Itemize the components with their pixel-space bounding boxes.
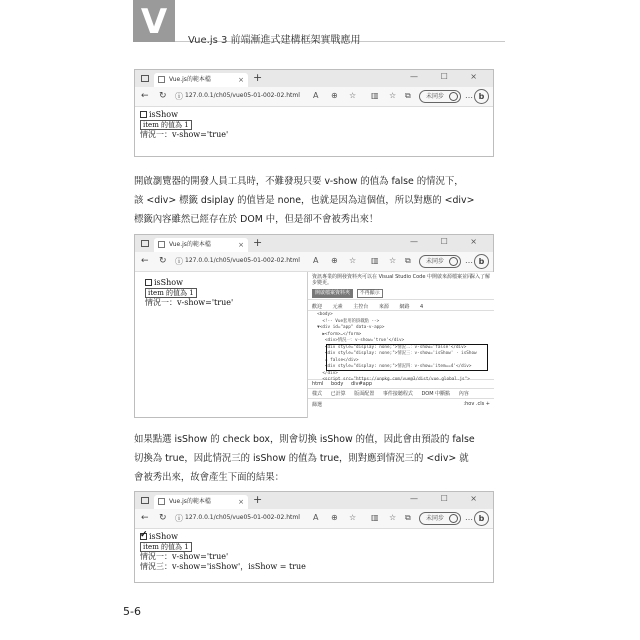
tab-bar — [135, 235, 493, 252]
info-icon[interactable]: ⓘ — [175, 92, 183, 101]
chapter-logo — [133, 0, 175, 42]
code-line[interactable]: ▼<div id="app" data-v-app> — [312, 325, 385, 330]
avatar-icon — [449, 514, 458, 523]
close-icon[interactable]: × — [238, 76, 244, 84]
page-icon — [158, 76, 165, 83]
window-menu-icon[interactable] — [141, 75, 149, 82]
isshow-checkbox[interactable] — [145, 279, 152, 286]
highlight-box — [326, 344, 488, 371]
new-tab-button[interactable]: + — [253, 493, 263, 506]
notice-text: 步變更。 — [312, 280, 333, 286]
notice-text: 資訊專業的開發資料夾可以在 Visual Studio Code 中開啟來源檔案並同 — [312, 274, 473, 280]
browser-screenshot-3 — [134, 491, 494, 583]
window-controls[interactable]: — ☐ × — [410, 494, 487, 503]
dont-show-button[interactable]: 不再顯示 — [357, 289, 383, 298]
checkbox-label: isShow — [149, 110, 178, 119]
devtools-notice — [308, 272, 494, 288]
profile-label: 未同步 — [426, 258, 445, 265]
case-line-1: 情況一：v-show='true' — [140, 130, 229, 139]
favorites-icon[interactable]: ☆ — [389, 256, 397, 265]
avatar-icon — [449, 92, 458, 101]
styles-tab[interactable]: 內容 — [458, 391, 469, 397]
split-screen-icon[interactable]: ▥ — [371, 91, 379, 100]
issues-badge[interactable]: 4 — [420, 304, 424, 310]
page-icon — [158, 241, 165, 248]
zoom-icon[interactable]: ⊕ — [331, 91, 338, 100]
devtools-tab[interactable]: 主控台 — [353, 304, 369, 310]
zoom-icon[interactable]: ⊕ — [331, 256, 338, 265]
styles-tabs — [308, 388, 494, 398]
window-controls[interactable]: — ☐ × — [410, 237, 487, 246]
tab-title: Vue.js的範本檔 — [169, 76, 211, 83]
devtools-tab[interactable]: 網路 — [399, 304, 410, 310]
profile-button[interactable] — [419, 512, 461, 525]
case-line-1: 情況一：v-show='true' — [145, 298, 234, 307]
avatar-icon — [449, 257, 458, 266]
page-content — [140, 275, 238, 311]
devtools-tab[interactable]: 元素 — [332, 304, 343, 310]
paragraph-line: 如果點選 isShow 的 check box，則會切換 isShow 的值，因此會由預設的 false — [134, 434, 475, 445]
page-content — [135, 107, 493, 143]
styles-tab[interactable]: 事件接聽程式 — [382, 391, 413, 397]
new-tab-button[interactable]: + — [253, 71, 263, 84]
logo-letter: V — [140, 2, 168, 42]
profile-button[interactable] — [419, 255, 461, 268]
url-text[interactable]: 127.0.0.1/ch05/vue05-01-002-02.html — [185, 514, 300, 521]
favorite-icon[interactable]: ☆ — [349, 91, 357, 100]
copilot-icon[interactable]: b — [474, 89, 489, 104]
code-line[interactable]: </div> — [312, 370, 338, 376]
code-line[interactable]: <script src="https://unpkg.com/vue@3/dist/vue.global.js"> — [312, 377, 470, 382]
code-line: <!-- Vue套用的掛載點 --> — [312, 318, 380, 324]
crumb[interactable]: html — [312, 381, 324, 387]
back-arrow-icon[interactable]: ← — [141, 513, 149, 523]
split-screen-icon[interactable]: ▥ — [371, 513, 379, 522]
tab-title: Vue.js的範本檔 — [169, 241, 211, 248]
tab-bar — [135, 70, 493, 87]
open-folder-button[interactable]: 開啟檔案資料夾 — [312, 289, 353, 298]
code-line: <body> — [312, 312, 333, 317]
paragraph-line: 標籤內容雖然已經存在於 DOM 中，但是卻不會被秀出來！ — [134, 214, 379, 225]
address-bar — [135, 252, 493, 272]
styles-tab[interactable]: 版面配置 — [354, 391, 375, 397]
devtools-panel — [307, 272, 494, 418]
code-line[interactable]: ▶<form>…</form> — [312, 331, 362, 337]
more-icon[interactable]: … — [465, 513, 473, 522]
collections-icon[interactable]: ⧉ — [405, 256, 411, 265]
profile-label: 未同步 — [426, 515, 445, 522]
collections-icon[interactable]: ⧉ — [405, 91, 411, 100]
copilot-icon[interactable]: b — [474, 511, 489, 526]
reload-icon[interactable]: ↻ — [159, 91, 167, 101]
url-text[interactable]: 127.0.0.1/ch05/vue05-01-002-02.html — [185, 257, 300, 264]
browser-tab[interactable] — [154, 238, 248, 252]
window-controls[interactable]: — ☐ × — [410, 72, 487, 81]
paragraph-line: 會被秀出來，故會產生下面的結果： — [134, 472, 285, 483]
isshow-checkbox-checked[interactable] — [140, 533, 147, 540]
window-menu-icon[interactable] — [141, 497, 149, 504]
paragraph-line: 開啟瀏覽器的開發人員工具時，不難發現只要 v-show 的值為 false 的情況下， — [134, 176, 464, 187]
address-bar — [135, 87, 493, 107]
notice-buttons — [308, 288, 494, 299]
address-bar — [135, 509, 493, 529]
tab-title: Vue.js的範本檔 — [169, 498, 211, 505]
page-icon — [158, 498, 165, 505]
url-text[interactable]: 127.0.0.1/ch05/vue05-01-002-02.html — [185, 92, 300, 99]
close-icon[interactable]: × — [238, 241, 244, 249]
filter-input[interactable]: 篩選 — [312, 402, 323, 408]
collections-icon[interactable]: ⧉ — [405, 513, 411, 522]
reload-icon[interactable]: ↻ — [159, 256, 167, 266]
back-arrow-icon[interactable]: ← — [141, 256, 149, 266]
back-arrow-icon[interactable]: ← — [141, 91, 149, 101]
profile-button[interactable] — [419, 90, 461, 103]
crumb[interactable]: div#app — [350, 381, 373, 387]
styles-tab[interactable]: 樣式 — [312, 391, 323, 397]
styles-tab[interactable]: 已計算 — [330, 391, 346, 397]
code-line[interactable]: = false</div> — [312, 357, 359, 363]
close-icon[interactable]: × — [238, 498, 244, 506]
styles-filter[interactable] — [308, 398, 494, 408]
window-menu-icon[interactable] — [141, 240, 149, 247]
read-aloud-icon[interactable]: A — [313, 513, 319, 522]
browser-screenshot-1 — [134, 69, 494, 157]
filter-tools[interactable]: :hov .cls + — [463, 401, 490, 407]
more-icon[interactable]: … — [465, 91, 473, 100]
favorites-icon[interactable]: ☆ — [389, 91, 397, 100]
more-icon[interactable]: … — [465, 256, 473, 265]
code-line[interactable]: <div style="display: none;">情況三：v-show='isShow' · isShow — [312, 351, 477, 356]
new-tab-button[interactable]: + — [253, 236, 263, 249]
zoom-icon[interactable]: ⊕ — [331, 513, 338, 522]
isshow-checkbox[interactable] — [140, 111, 147, 118]
item-select[interactable]: item 的值為 1 — [140, 542, 192, 552]
favorites-icon[interactable]: ☆ — [389, 513, 397, 522]
item-select[interactable]: item 的值為 1 — [140, 120, 192, 130]
read-aloud-icon[interactable]: A — [313, 256, 319, 265]
paragraph-2 — [134, 430, 494, 487]
devtools-tab[interactable]: 來源 — [378, 304, 389, 310]
profile-label: 未同步 — [426, 93, 445, 100]
code-line[interactable]: <div>情況一：v-show='true'</div> — [312, 338, 405, 343]
devtools-tab[interactable]: 歡迎 — [312, 304, 323, 310]
checkbox-label: isShow — [154, 278, 183, 287]
tab-bar — [135, 492, 493, 509]
info-icon[interactable]: ⓘ — [175, 257, 183, 266]
read-aloud-icon[interactable]: A — [313, 91, 319, 100]
paragraph-line: 該 <div> 標籤 dsiplay 的值皆是 none，也就是因為這個值，所以對應的 <div> — [134, 195, 475, 206]
case-line-3: 情況三：v-show='isShow'，isShow = true — [140, 562, 306, 571]
crumb[interactable]: body — [330, 381, 344, 387]
elements-tree — [308, 311, 494, 382]
case-line-1: 情況一：v-show='true' — [140, 552, 229, 561]
info-icon[interactable]: ⓘ — [175, 514, 183, 523]
book-title: Vue.js 3 前端漸進式建構框架實戰應用 — [188, 35, 361, 46]
page-content — [135, 529, 493, 575]
favorite-icon[interactable]: ☆ — [349, 513, 357, 522]
browser-screenshot-2 — [134, 234, 494, 418]
reload-icon[interactable]: ↻ — [159, 513, 167, 523]
item-select[interactable]: item 的值為 1 — [145, 288, 197, 298]
devtools-tabs — [308, 299, 494, 311]
paragraph-1 — [134, 172, 494, 229]
browser-tab[interactable] — [154, 73, 248, 87]
notice-link[interactable]: 深入了解 — [469, 274, 490, 280]
checkbox-label: isShow — [149, 532, 178, 541]
page-number: 5-6 — [123, 605, 141, 618]
styles-tab[interactable]: DOM 中斷點 — [421, 391, 451, 397]
favorite-icon[interactable]: ☆ — [349, 256, 357, 265]
browser-tab[interactable] — [154, 495, 248, 509]
split-screen-icon[interactable]: ▥ — [371, 256, 379, 265]
code-line[interactable]: <div style="display: none;">情況二：v-show='false'</div> — [312, 344, 467, 350]
code-line[interactable]: <div style="display: none;">情況四：v-show='item==4'</div> — [312, 364, 472, 369]
copilot-icon[interactable]: b — [474, 254, 489, 269]
paragraph-line: 切換為 true，因此情況三的 isShow 的值為 true，則對應到情況三的 <div> 就 — [134, 453, 469, 464]
